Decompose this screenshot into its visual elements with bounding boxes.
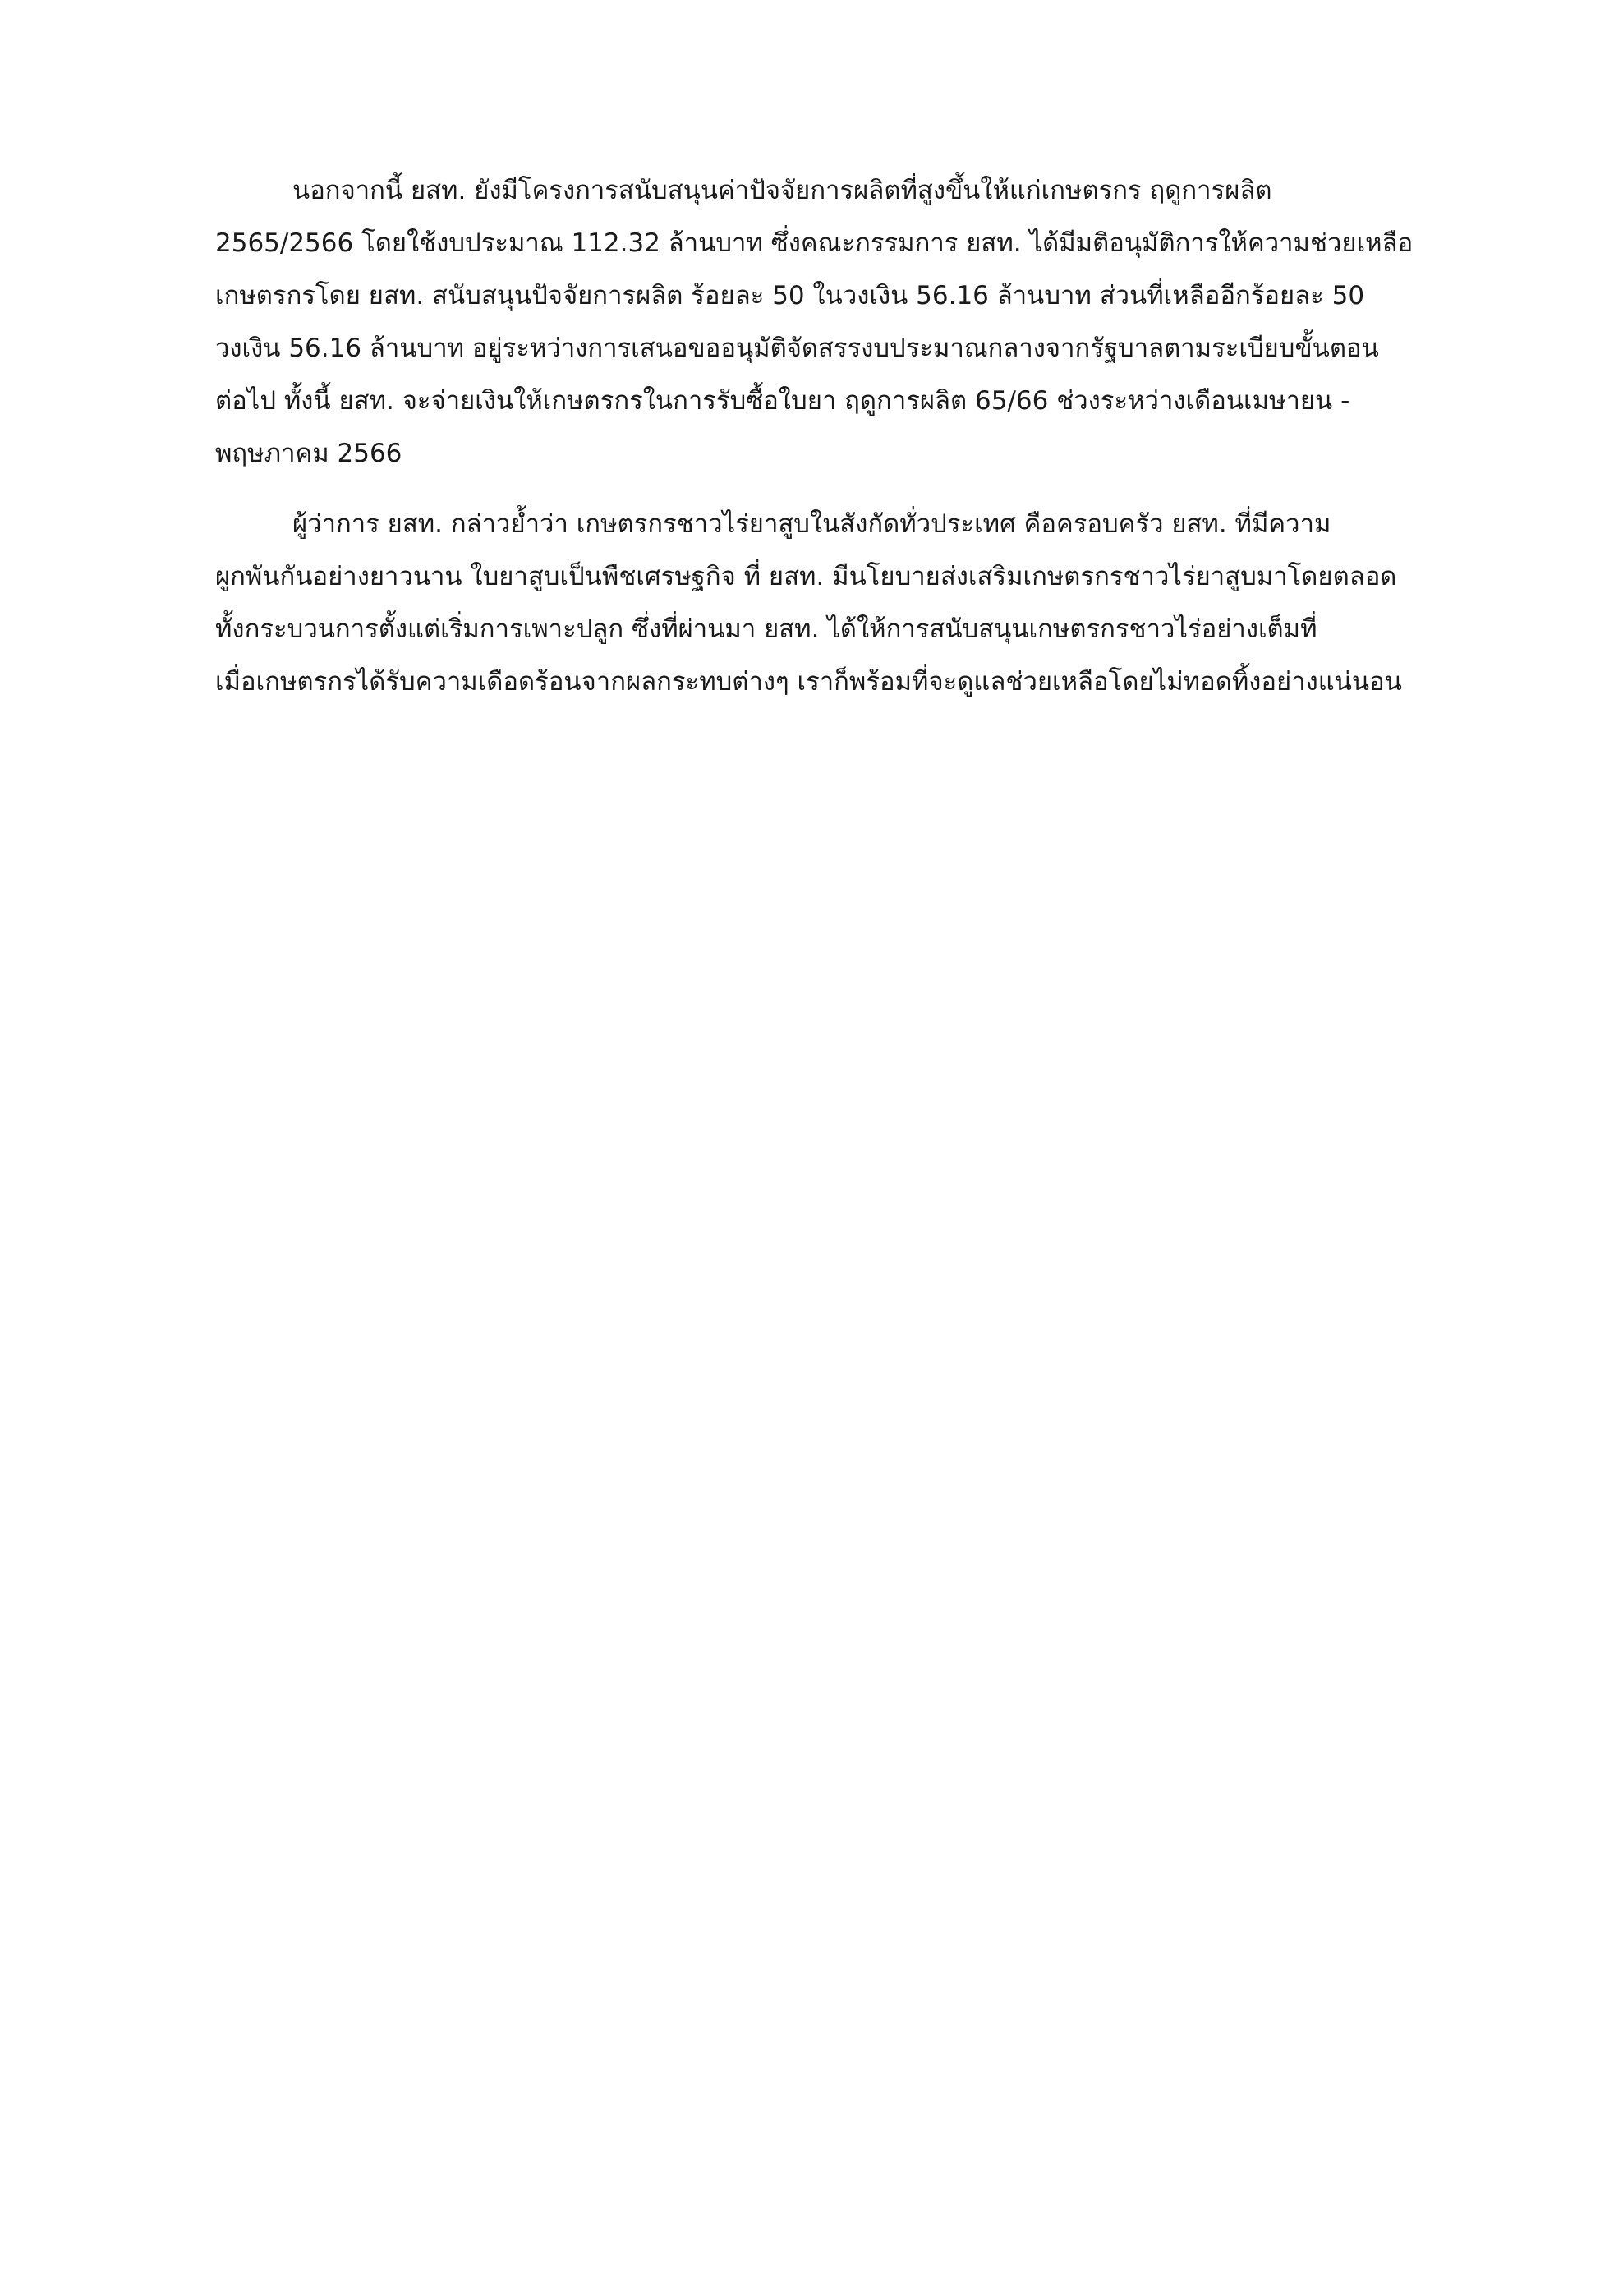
paragraph-line: ต่อไป ทั้งนี้ ยสท. จะจ่ายเงินให้เกษตรกรในการรับซื้อใบยา ฤดูการผลิต 65/66 ช่วงระหว่างเดือนเมษายน - (215, 386, 1350, 416)
paragraph-line: พฤษภาคม 2566 (215, 439, 402, 468)
paragraph-line: ทั้งกระบวนการตั้งแต่เริ่มการเพาะปลูก ซึ่งที่ผ่านมา ยสท. ได้ให้การสนับสนุนเกษตรกรชาวไร่อย่างเต็มที่ (215, 614, 1317, 644)
paragraph-line: เกษตรกรโดย ยสท. สนับสนุนปัจจัยการผลิต ร้อยละ 50 ในวงเงิน 56.16 ล้านบาท ส่วนที่เหลืออีกร้อยละ 50 (215, 281, 1365, 311)
paragraph-line: 2565/2566 โดยใช้งบประมาณ 112.32 ล้านบาท ซึ่งคณะกรรมการ ยสท. ได้มีมติอนุมัติการให้ความช่วยเหลือ (215, 228, 1414, 258)
paragraph-line: เมื่อเกษตรกรได้รับความเดือดร้อนจากผลกระทบต่างๆ เราก็พร้อมที่จะดูแลช่วยเหลือโดยไม่ทอดทิ้งอย่างแน่นอน (215, 667, 1402, 697)
paragraph-governor-statement (215, 498, 1455, 708)
paragraph-line: ผู้ว่าการ ยสท. กล่าวย้ำว่า เกษตรกรชาวไร่ยาสูบในสังกัดทั่วประเทศ คือครอบครัว ยสท. ที่มีความ (292, 509, 1331, 539)
document-body (215, 164, 1455, 708)
paragraph-line: ผูกพันกันอย่างยาวนาน ใบยาสูบเป็นพืชเศรษฐกิจ ที่ ยสท. มีนโยบายส่งเสริมเกษตรกรชาวไร่ยาสูบมาโดยตลอด (215, 562, 1397, 591)
paragraph-production-support (215, 164, 1455, 480)
paragraph-line: วงเงิน 56.16 ล้านบาท อยู่ระหว่างการเสนอขออนุมัติจัดสรรงบประมาณกลางจากรัฐบาลตามระเบียบขั้นตอน (215, 334, 1379, 363)
paragraph-line: นอกจากนี้ ยสท. ยังมีโครงการสนับสนุนค่าปัจจัยการผลิตที่สูงขึ้นให้แก่เกษตรกร ฤดูการผลิต (292, 176, 1272, 205)
